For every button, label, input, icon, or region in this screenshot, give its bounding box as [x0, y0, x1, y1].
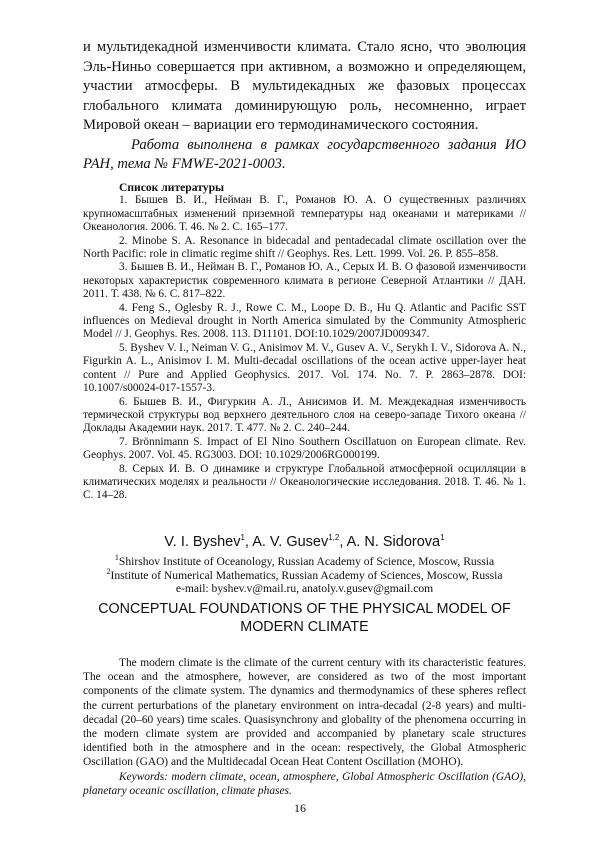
author-separator: ,	[339, 534, 347, 550]
reference-item: 2. Minobe S. A. Resonance in bidecadal and pentadecadal climate oscillation over the North Pacific: role in climatic regime shift // Geophys. Res. Lett. 1999. Vol. 26. P. 855–858.	[83, 234, 526, 261]
reference-item: 4. Feng S., Oglesby R. J., Rowe C. M., Loope D. B., Hu Q. Atlantic and Pacific SST influences on Medieval drought in North America simulated by the Community Atmospheric Model // J. Geophys. Res. 2008. 113. D11101. DOI:10.1029/2007JD009347.	[83, 301, 526, 341]
author-sup: 1,2	[328, 533, 340, 543]
intro-section	[83, 38, 526, 175]
reference-item: 3. Бышев В. И., Нейман В. Г., Романов Ю. А., Серых И. В. О фазовой изменчивости некоторых характеристик современного климата в регионе Северной Атлантики // ДАН. 2011. Т. 438. № 6. С. 817–822.	[83, 261, 526, 301]
abstract	[83, 656, 526, 798]
abstract-text: The modern climate is the climate of the current century with its characteristic features. The ocean and the atmosphere, however, are considered as two of the most important components of the climate system. The dynamics and thermodynamics of these spheres reflect the current perturbations of the planetary environment on intra-decadal (2-8 years) and multi-decadal (20–60 years) time scales. Quasisynchrony and globality of the phenomena occurring in the modern climate system are provided and accompanied by planetary scale structures identified both in the atmosphere and in the ocean: respectively, the Global Atmospheric Oscillation (GAO) and the Multidecadal Ocean Heat Content Oscillation (MOHO).	[83, 657, 526, 769]
reference-list	[83, 181, 526, 503]
author-sup: 1	[440, 533, 445, 543]
acknowledgement: Работа выполнена в рамках государственного задания ИО РАН, тема № FMWE-2021-0003.	[83, 136, 526, 172]
affiliations	[83, 555, 526, 596]
article-title: CONCEPTUAL FOUNDATIONS OF THE PHYSICAL MODEL OF MODERN CLIMATE	[98, 601, 511, 635]
affiliation: $^1$Shirshov Institute of Oceanology, Russian Academy of Science, Moscow, Russia	[114, 553, 495, 568]
page-number: 16	[294, 801, 306, 815]
reference-item: 6. Бышев В. И., Фигуркин А. Л., Анисимов И. М. Междекадная изменчивость термической структуры вод верхнего деятельного слоя на северо-западе Тихого океана // Доклады Академии наук. 2017. Т. 477. № 2. С. 240–244.	[83, 395, 526, 435]
article-authors	[83, 534, 526, 550]
reference-item: 5. Byshev V. I., Neiman V. G., Anisimov M. V., Gusev A. V., Serykh I. V., Sidorova A. N., Figurkin A. L., Anisimov I. M. Multi-decadal oscillations of the ocean active upper-layer heat content // Pure and Applied Geophysics. 2017. Vol. 174. No. 7. P. 2863–2878. DOI: 10.1007/s00024-017-1557-3.	[83, 341, 526, 395]
keywords: Keywords: modern climate, ocean, atmosphere, Global Atmospheric Oscillation (GAO), planetary oceanic oscillation, climate phases.	[83, 770, 526, 797]
author: V. I. Byshev	[164, 534, 241, 550]
reference-item: 7. Brönnimann S. Impact of El Nino Southern Oscillatuon on European climate. Rev. Geophys. 2007. Vol. 45. RG3003. DOI: 10.1029/2006RG000199.	[83, 435, 526, 462]
affiliation: $^2$Institute of Numerical Mathematics, Russian Academy of Sciences, Moscow, Russia	[106, 566, 503, 582]
email: e-mail: byshev.v@mail.ru, anatoly.v.gusev@gmail.com	[175, 582, 434, 596]
reference-item: 8. Серых И. В. О динамике и структуре Глобальной атмосферной осцилляции в климатических моделях и реальности // Океанологические исследования. 2018. Т. 46. № 1. С. 14–28.	[83, 462, 526, 502]
author-separator: ,	[244, 534, 253, 550]
reference-item: 1. Бышев В. И., Нейман В. Г., Романов Ю. А. О существенных различиях крупномасштабных изменений приземной температуры над океанами и материками // Океанология. 2006. Т. 46. № 2. С. 165–177.	[83, 194, 526, 234]
author-sup: 1	[240, 533, 245, 543]
intro-paragraph: и мультидекадной изменчивости климата. Стало ясно, что эволюция Эль-Ниньо совершается при активном, а возможно и определяющем, участии атмосферы. В мультидекадных же фазовых процессах глобального климата доминирующую роль, несомненно, играет Мировой океан – вариации его термодинамического состояния.	[83, 39, 526, 133]
author: A. V. Gusev	[252, 534, 329, 550]
author: A. N. Sidorova	[346, 534, 441, 550]
references-heading: Список литературы	[119, 181, 225, 194]
